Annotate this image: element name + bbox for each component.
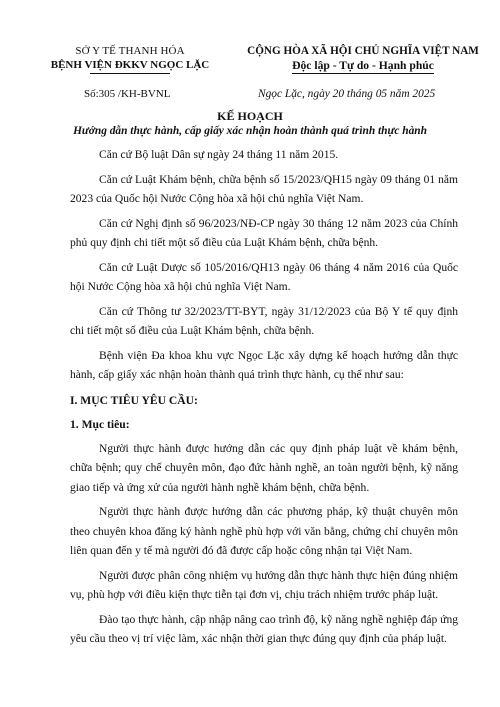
motto-underline [292,73,434,74]
issuer-block [50,44,210,74]
hospital-line: BỆNH VIỆN ĐKKV NGỌC LẶC [50,59,210,71]
objective-paragraph: Người thực hành được hướng dẫn các phương pháp, kỹ thuật chuyên môn theo chuyên khoa đăng ký hành nghề phù hợp với văn bằng, chứng chỉ chuyên môn liên quan đến y tế mà người đó đã được cấp hoặc công nhận tại Việt Nam. [70,506,458,557]
motto-line: Độc lập - Tự do - Hạnh phúc [292,59,434,72]
issuer-underline [90,73,170,74]
agency-line: SỞ Y TẾ THANH HÓA [75,45,185,57]
document-title: KẾ HOẠCH [217,109,283,123]
legal-basis: Căn cứ Luật Dược số 105/2016/QH13 ngày 06 tháng 4 năm 2016 của Quốc hội Nước Cộng hòa xã hội chủ nghĩa Việt Nam. [70,261,458,293]
legal-basis: Căn cứ Thông tư 32/2023/TT-BYT, ngày 31/12/2023 của Bộ Y tế quy định chi tiết một số điều của Luật Khám bệnh, chữa bệnh. [70,305,458,337]
objective-paragraph: Người được phân công nhiệm vụ hướng dẫn thực hành thực hiện đúng nhiệm vụ, phù hợp với điều kiện thực tiễn tại đơn vị, chịu trách nhiệm trước pháp luật. [70,569,458,601]
objective-paragraph: Đào tạo thực hành, cập nhập nâng cao trình độ, kỹ năng nghề nghiệp đáp ứng yêu cầu theo vị trí việc làm, xác nhận thời gian thực đúng quy định của pháp luật. [70,613,458,645]
objective-paragraph: Người thực hành được hướng dẫn các quy định pháp luật về khám bệnh, chữa bệnh; quy chế chuyên môn, đạo đức hành nghề, an toàn người bệnh, kỹ năng giao tiếp và ứng xử của người hành nghề khám bệnh, chữa bệnh. [70,442,458,494]
document-subtitle: Hướng dẫn thực hành, cấp giấy xác nhận hoàn thành quá trình thực hành [73,125,427,137]
national-header [238,44,488,74]
subsection-heading: 1. Mục tiêu: [70,418,130,431]
place-date: Ngọc Lặc, ngày 20 tháng 05 năm 2025 [258,88,436,100]
intro-paragraph: Bệnh viện Đa khoa khu vực Ngọc Lặc xây dựng kế hoạch hướng dẫn thực hành, cấp giấy xác nhận hoàn thành quá trình thực hành, cụ thể như sau: [70,349,458,381]
section-heading: I. MỤC TIÊU YÊU CẦU: [70,393,198,407]
legal-basis: Căn cứ Luật Khám bệnh, chữa bệnh số 15/2023/QH15 ngày 09 tháng 01 năm 2023 của Quốc hội Nước Cộng hòa xã hội chủ nghĩa Việt Nam. [70,173,458,205]
nation-line: CỘNG HÒA XÃ HỘI CHỦ NGHĨA VIỆT NAM [247,45,479,57]
document-body [70,146,458,655]
legal-basis: Căn cứ Bộ luật Dân sự ngày 24 tháng 11 năm 2015. [99,149,339,161]
document-number: Số:305 /KH-BVNL [84,88,171,100]
legal-basis: Căn cứ Nghị định số 96/2023/NĐ-CP ngày 30 tháng 12 năm 2023 của Chính phủ quy định chi tiết một số điều của Luật Khám bệnh, chữa bệnh. [70,217,458,249]
